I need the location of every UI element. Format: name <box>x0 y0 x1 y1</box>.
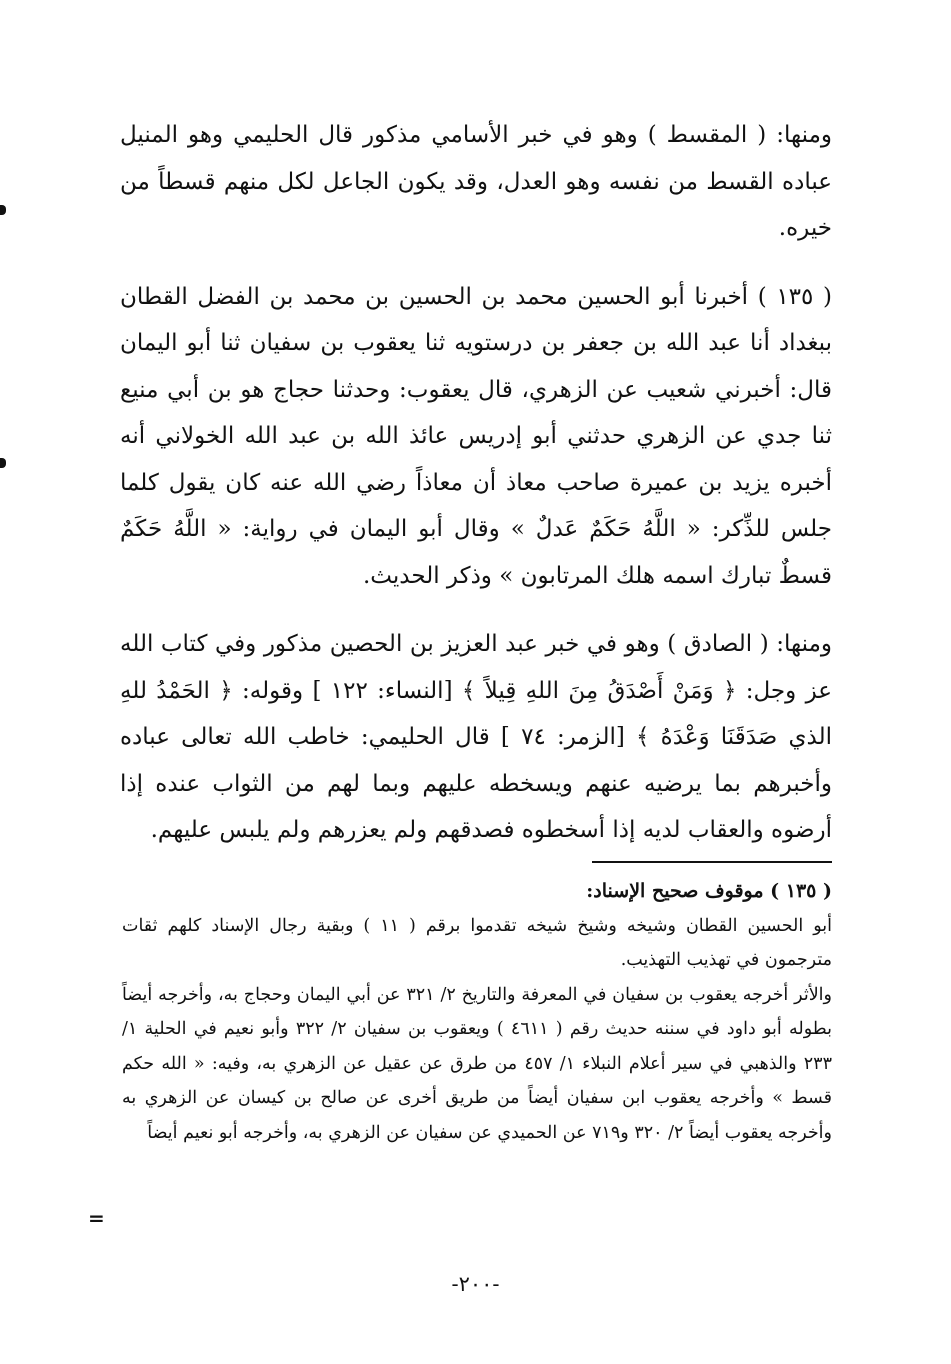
margin-mark-top <box>0 205 6 215</box>
footnote-narrators: أبو الحسين القطان وشيخه وشيخ شيخه تقدموا برقم ( ١١ ) وبقية رجال الإسناد كلهم ثقات مترجمون في تهذيب التهذيب. <box>122 915 832 970</box>
margin-mark-middle <box>0 458 6 468</box>
main-text <box>120 112 832 876</box>
footnote-separator <box>592 861 832 863</box>
footnotes <box>122 874 832 1150</box>
paragraph-sadiq: ومنها: ( الصادق ) وهو في خبر عبد العزيز بن الحصين مذكور وفي كتاب الله عز وجل: ﴿ وَمَنْ أَصْدَقُ مِنَ اللهِ قِيلاً ﴾ [النساء: ١٢٢ ] وقوله: ﴿ الحَمْدُ للهِ الذي صَدَقَنَا وَعْدَهُ ﴾ [الزمر: ٧٤ ] قال الحليمي: خاطب الله تعالى عباده وأخبرهم بما يرضيه عنهم ويسخطه عليهم وبما لهم من الثواب عنده إذا أرضوه والعقاب لديه إذا أسخطوه فصدقهم ولم يعزرهم ولم يلبس عليهم. <box>120 631 832 843</box>
continuation-mark: = <box>88 1206 105 1230</box>
paragraph-muqsit: ومنها: ( المقسط ) وهو في خبر الأسامي مذكور قال الحليمي وهو المنيل عباده القسط من نفسه وهو العدل، وقد يكون الجاعل لكل منهم قسطاً من خيره. <box>120 122 832 241</box>
page-number: -٢٠٠- <box>451 1272 500 1296</box>
footnote-heading: ( ١٣٥ ) موقوف صحيح الإسناد: <box>586 880 832 902</box>
footnote-takhrij: والأثر أخرجه يعقوب بن سفيان في المعرفة والتاريخ ٢/ ٣٢١ عن أبي اليمان وحجاج به، وأخرجه أيضاً بطوله أبو داود في سننه حديث رقم ( ٤٦١١ ) ويعقوب بن سفيان ٢/ ٣٢٢ وأبو نعيم في الحلية ١/ ٢٣٣ والذهبي في سير أعلام النبلاء ١/ ٤٥٧ من طرق عن عقيل عن الزهري به، وفيه: « الله حكم قسط » وأخرجه يعقوب ابن سفيان أيضاً من طريق أخرى عن صالح بن كيسان عن الزهري به وأخرجه يعقوب أيضاً ٢/ ٣٢٠ و٧١٩ عن الحميدي عن سفيان عن الزهري به، وأخرجه أبو نعيم أيضاً <box>122 984 832 1143</box>
paragraph-hadith-135: ( ١٣٥ ) أخبرنا أبو الحسين محمد بن الحسين بن محمد بن الفضل القطان ببغداد أنا عبد الله بن جعفر بن درستويه ثنا يعقوب بن سفيان ثنا أبو اليمان قال: أخبرني شعيب عن الزهري، قال يعقوب: وحدثنا حجاج هو بن أبي منيع ثنا جدي عن الزهري حدثني أبو إدريس عائذ الله بن عبد الله الخولاني أنه أخبره يزيد بن عميرة صاحب معاذ أن معاذاً رضي الله عنه كان يقول كلما جلس للذِّكر: « اللَّهُ حَكَمٌ عَدلٌ » وقال أبو اليمان في رواية: « اللَّهُ حَكَمٌ قسطٌ تبارك اسمه هلك المرتابون » وذكر الحديث. <box>120 283 832 589</box>
